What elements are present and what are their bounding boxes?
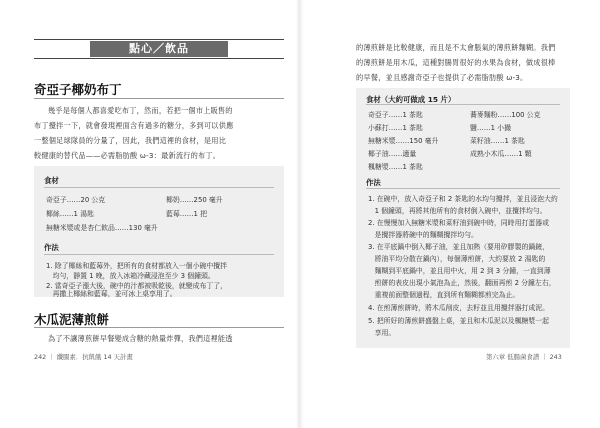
step-line: 2. 在慢慢加入無糖米漿和菜籽油到碗中時，同時用打蛋器或: [368, 219, 550, 227]
intro-line: 的薄煎餅是比較健康，而且是不太會脹氣的薄煎餅麵糊。我們: [356, 43, 556, 52]
right-page: [300, 0, 600, 428]
ingredient-item: 藍莓……1 把: [166, 210, 208, 218]
ingredient-item: 蕎麥麵粉……100 公克: [470, 111, 541, 119]
box-divider: [366, 104, 560, 105]
ingredient-item: 無糖米漿……150 毫升: [368, 137, 439, 145]
intro-line: 幾乎是每個人都喜愛吃布丁，然而，若把一個市上販售的: [48, 106, 233, 115]
step-line: 是攪拌器將碗中的麵糊攪拌均勻。: [368, 231, 478, 239]
ingredient-item: 菜籽油……1 茶匙: [470, 137, 525, 145]
ingredient-item: 椰絲……1 湯匙: [46, 210, 94, 218]
step-line: 4. 在煎薄煎餅時，將木瓜削皮，去籽並且用攪拌器打成泥。: [368, 304, 550, 312]
step-line: 均勻，靜置 1 晚，放入冰箱冷藏浸泡至少 3 個鐘頭。: [46, 272, 215, 280]
ingredient-item: 椰子油……適量: [368, 150, 417, 158]
method-label: 作法: [44, 243, 59, 252]
step-line: 重複前面整個過程，直到所有麵糊都煎完為止。: [368, 291, 520, 299]
recipe2-box: [356, 88, 570, 348]
left-footer: 242 ｜ 纖腸素．抗飢餓 14 天計畫: [34, 353, 133, 361]
right-footer: 第六章 低腸菌食譜 ｜ 243: [486, 353, 562, 361]
recipe2-intro: 為了不讓薄煎餅早餐變成含糖的熱量炸彈，我們這裡能透: [48, 334, 233, 343]
ingredient-item: 奇亞子……20 公克: [46, 196, 106, 204]
ingredient-item: 楓糖漿……1 茶匙: [368, 163, 423, 171]
step-line: 享用。: [368, 329, 396, 337]
step-line: 煎餅的表皮出現小氣泡為止，然後，翻面再煎 2 分鐘左右，: [368, 279, 556, 287]
ingredient-item: 小蘇打……1 茶匙: [368, 124, 423, 132]
intro-line: 的早餐，並且感謝奇亞子也提供了必需脂肪酸 ω-3。: [356, 73, 528, 82]
step-line: 1. 在碗中，放入奇亞子和 2 茶匙的水均勻攪拌，並且浸泡大約: [368, 195, 558, 203]
recipe1-title: 奇亞子椰奶布丁: [34, 82, 122, 97]
intro-line: 一整個足球隊員的分量了，因此，我們這裡的食材，是用比: [34, 136, 227, 145]
ingredient-item: 鹽……1 小撮: [470, 124, 512, 132]
step-line: 將油平均分散在鍋內），每個薄煎餅，大約要放 2 湯匙的: [368, 255, 546, 263]
box-divider: [44, 187, 274, 188]
intro-line: 的薄煎餅是用木瓜，這種對腸胃很好的水果為食材，做成很棒: [356, 58, 556, 67]
box-divider: [366, 188, 560, 189]
ingredient-item: 椰奶……250 毫升: [166, 196, 223, 204]
ingredient-item: 成熟小木瓜……1 顆: [470, 150, 532, 158]
method-label: 作法: [366, 178, 381, 187]
intro-line: 布丁攪拌一下，就會發現裡面含有過多的糖分，多到可以供應: [34, 121, 234, 130]
step-line: 2. 當奇亞子漲大後，碗中的汁都被吸乾後，就變成布丁了，: [46, 282, 228, 290]
box-divider: [44, 254, 274, 255]
ingredient-item: 奇亞子……1 茶匙: [368, 111, 423, 119]
step-line: 再撒上椰絲和藍莓，並可冰上桌享用了。: [46, 290, 177, 298]
step-line: 3. 在平底鍋中倒入椰子油，並且加熱（要用矽膠製的鍋鏟，: [368, 243, 550, 251]
intro-line: 較健康的替代品——必需脂肪酸 ω-3：最新流行的布丁。: [34, 151, 221, 160]
section-banner-label: 點心／飲品: [90, 41, 228, 57]
step-line: 1 個鐘頭，再將其他所有的食材倒入碗中，並攪拌均勻。: [368, 207, 547, 215]
step-line: 1. 除了椰絲和藍莓外，把所有的食材都放入一個小碗中攪拌: [46, 262, 228, 270]
ingredients-label: 食材（大約可做成 15 片）: [366, 95, 456, 104]
recipe1-title-rule: [34, 98, 284, 99]
recipe1-box: [34, 166, 284, 297]
step-line: 麵糊到平底鍋中，並且用中火，用 2 到 3 分鐘，一直到薄: [368, 267, 551, 275]
step-line: 5. 把所好的薄煎餅盛盤上桌，並且和木瓜泥以及楓糖漿一起: [368, 317, 550, 325]
ingredient-item: 無糖米漿或是杏仁飲品……130 毫升: [46, 224, 158, 232]
recipe2-title: 木瓜泥薄煎餅: [34, 312, 110, 327]
section-banner: [34, 39, 284, 59]
ingredients-label: 食材: [44, 176, 59, 185]
recipe2-title-rule: [34, 327, 284, 328]
